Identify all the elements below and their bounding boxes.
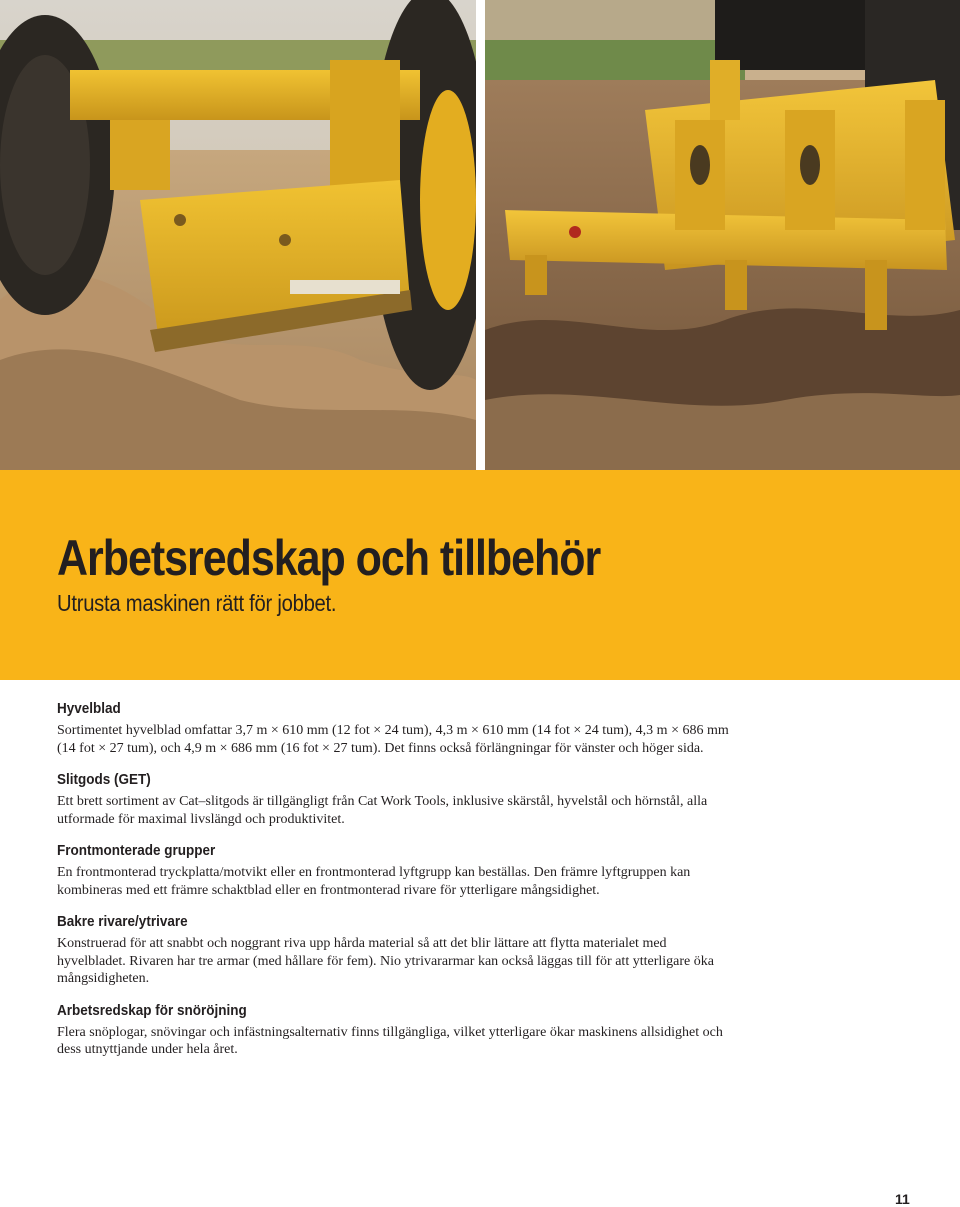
section-heading: Bakre rivare/ytrivare [57, 913, 188, 930]
content-sections [57, 700, 737, 1073]
section-body: Ett brett sortiment av Cat–slitgods är tillgängligt från Cat Work Tools, inklusive skärstål, hyvelstål och hörnstål, alla utformade för maximal livslängd och produktivitet. [57, 794, 708, 827]
photo-strip [0, 0, 960, 470]
page-number: 11 [895, 1191, 910, 1207]
section-heading: Hyvelblad [57, 700, 121, 717]
section-body: Konstruerad för att snabbt och noggrant riva upp hårda material så att det blir lättare att flytta materialet med hyvelbladet. Rivaren har tre armar (med hållare för fem). Nio ytrivararmar kan också läggas till för att ytterligare öka mångsidigheten. [57, 936, 714, 986]
motor-grader-ripper-photo [485, 0, 960, 470]
page-subtitle: Utrusta maskinen rätt för jobbet. [57, 590, 337, 616]
section-heading: Slitgods (GET) [57, 771, 151, 788]
section-body: En frontmonterad tryckplatta/motvikt eller en frontmonterad lyftgrupp kan beställas. Den främre lyftgruppen kan kombineras med ett främre schaktblad eller en frontmonterad rivare för ytterligare mångsidighet. [57, 865, 691, 898]
motor-grader-blade-photo [0, 0, 476, 470]
section-body: Flera snöplogar, snövingar och infästningsalternativ finns tillgängliga, vilket ytterligare ökar maskinens allsidighet och dess utnyttjande under hela året. [57, 1024, 723, 1057]
section-snorojning [57, 1002, 737, 1059]
page-title: Arbetsredskap och tillbehör [57, 530, 601, 586]
section-heading: Frontmonterade grupper [57, 842, 216, 859]
section-body: Sortimentet hyvelblad omfattar 3,7 m × 610 mm (12 fot × 24 tum), 4,3 m × 610 mm (14 fot × 24 tum), 4,3 m × 686 mm (14 fot × 27 tum), och 4,9 m × 686 mm (16 fot × 27 tum). Det finns också förlängningar för vänster och höger sida. [57, 723, 729, 756]
section-slitgods [57, 771, 737, 828]
section-hyvelblad [57, 700, 737, 757]
section-frontmonterade-grupper [57, 842, 737, 899]
section-heading: Arbetsredskap för snöröjning [57, 1001, 247, 1019]
section-bakre-rivare [57, 913, 737, 988]
